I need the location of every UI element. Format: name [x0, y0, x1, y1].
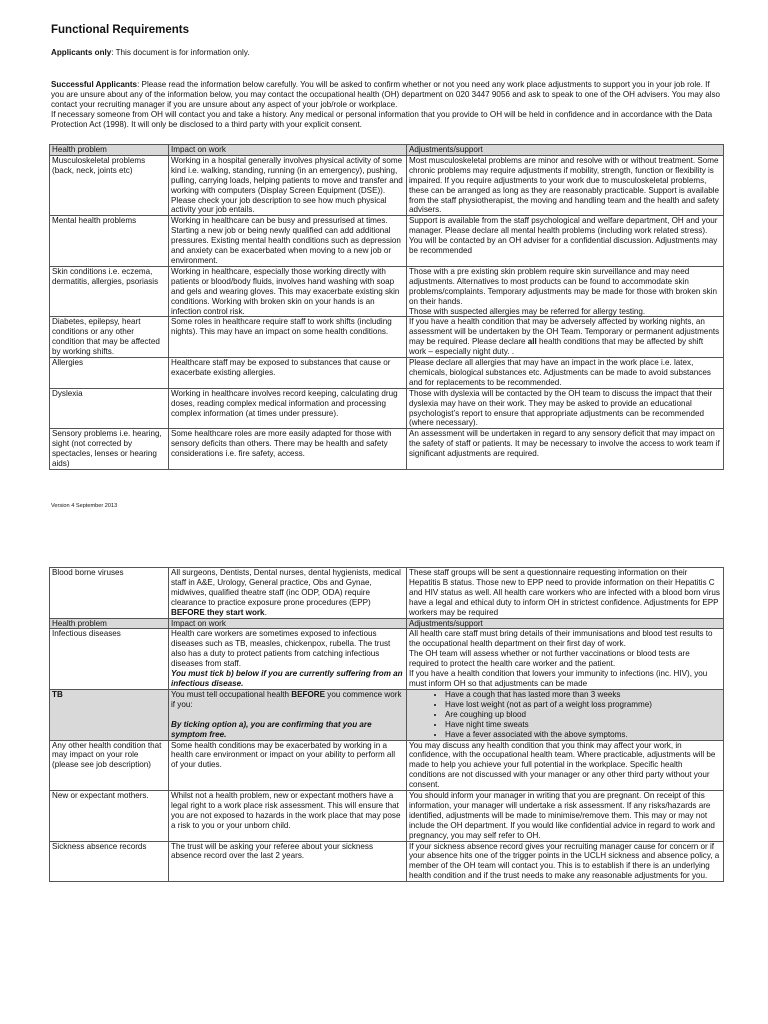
successful-label: Successful Applicants — [51, 80, 138, 89]
support-cell: Support is available from the staff psychological and welfare department, OH and your manager. Please declare all mental health problems (including work related stress). You will be contacted by an OH adviser for a confidential discussion. Adjustments may be recommended — [407, 216, 724, 267]
table-header-row — [50, 618, 724, 629]
impact-cell: Working in a hospital generally involves physical activity of some kind i.e. walking, standing, running (in an emergency), pushing, pulling, carrying loads, helping patients to move and transfer and working with computers (Display Screen Equipment (DSE)). Please check your job description to see how much physical activity your job entails. — [169, 155, 407, 215]
applicants-note — [51, 48, 723, 58]
impact-cell — [169, 629, 407, 689]
impact-text-2: you commence work if you: — [171, 689, 402, 709]
impact-text: You must tell occupational health — [171, 689, 292, 699]
impact-cell: Some roles in healthcare require staff to work shifts (including nights). This may have an impact on some health conditions. — [169, 317, 407, 358]
table-header-row — [50, 145, 724, 156]
requirements-table-1 — [49, 144, 724, 470]
support-cell: These staff groups will be sent a questionnaire requesting information on their Hepatitis B status. Those new to EPP need to provide information on their Hepatitis C and HIV status as well. All health care workers who are infected with a blood born virus have a legal and ethical duty to inform OH in strictest confidence. Adjustments for EPP workers may be required — [407, 568, 724, 619]
impact-text-2: . — [264, 607, 267, 617]
problem-cell: Musculoskeletal problems (back, neck, joints etc) — [50, 155, 169, 215]
support-cell — [407, 629, 724, 689]
list-item: • Are coughing up blood — [445, 710, 721, 720]
applicants-label: Applicants only — [51, 48, 112, 57]
problem-cell: Blood borne viruses — [50, 568, 169, 619]
impact-cell: Working in healthcare can be busy and pressurised at times. Starting a new job or being newly qualified can add additional pressures. Existing mental health conditions such as depression and anxiety can be exacerbated when moving to a new job or environment. — [169, 216, 407, 267]
table-row — [50, 266, 724, 317]
support-text: Those with a pre existing skin problem require skin surveillance and may need adjustments. Alternatives to most products can be found to accommodate skin problems/complaints. Temporary adjustments may be made for those with broken skin on their hands. — [409, 266, 718, 306]
table-row — [50, 155, 724, 215]
support-cell: You should inform your manager in writing that you are pregnant. On receipt of this information, your manager will undertake a risk assessment. If any risks/hazards are identified, adjustments will be made to minimise/remove them. This may or may not include the OH department. If you would like confidential advice in regard to work and pregnancy, you may self refer to OH. — [407, 791, 724, 842]
impact-cell: Healthcare staff may be exposed to substances that cause or exacerbate existing allergies. — [169, 358, 407, 389]
problem-cell: Mental health problems — [50, 216, 169, 267]
header-impact-on-work: Impact on work — [169, 145, 407, 156]
successful-applicants-note — [51, 80, 723, 130]
support-text: If you have a health condition that may be adversely affected by working nights, an assessment will be undertaken by the OH Team. Temporary or permanent adjustments may be required. Please declare — [409, 317, 720, 347]
impact-cell: Some health conditions may be exacerbated by working in a health care environment or impact on your ability to perform all of your duties. — [169, 740, 407, 791]
problem-cell — [50, 689, 169, 740]
list-item: • Have a cough that has lasted more than 3 weeks — [445, 690, 721, 700]
table-row-infectious-diseases — [50, 629, 724, 689]
problem-cell: Infectious diseases — [50, 629, 169, 689]
problem-cell: Diabetes, epilepsy, heart conditions or any other condition that may be affected by working shifts. — [50, 317, 169, 358]
table-row-tb — [50, 689, 724, 740]
support-emphasis: all — [527, 337, 537, 347]
header-health-problem: Health problem — [50, 145, 169, 156]
table-row — [50, 388, 724, 429]
problem-label: TB — [52, 689, 63, 699]
header-adjustments-support: Adjustments/support — [407, 145, 724, 156]
problem-cell: Sensory problems i.e. hearing, sight (not corrected by spectacles, lenses or hearing aids) — [50, 429, 169, 470]
table-row-other-health-condition — [50, 740, 724, 791]
requirements-table-2 — [49, 567, 724, 882]
support-cell: If your sickness absence record gives your recruiting manager cause for concern or if your absence hits one of the trigger points in the UCLH sickness and absence policy, a member of the OH team will contact you. This is to establish if there is an underlying health condition and if the trust needs to make any reasonable adjustments for you. — [407, 841, 724, 882]
support-text-2: health conditions that may be affected by shift work – especially night duty. . — [409, 337, 704, 357]
list-item: • Have lost weight (not as part of a weight loss programme) — [445, 700, 721, 710]
support-text: All health care staff must bring details of their immunisations and blood test results to the occupational health department on their first day of work. — [409, 629, 713, 649]
impact-text: Health care workers are sometimes exposed to infectious diseases such as TB, measles, chickenpox, rubella. The trust also has a duty to protect patients from catching infectious diseases from staff. — [171, 629, 391, 669]
problem-cell: Sickness absence records — [50, 841, 169, 882]
impact-cell: Working in healthcare involves record keeping, calculating drug doses, reading complex medical information and processing complex information (at times under pressure). — [169, 388, 407, 429]
support-cell: Please declare all allergies that may have an impact in the work place i.e. latex, chemicals, biological substances etc. Adjustments can be made to avoid substances and for replacements to be recommended. — [407, 358, 724, 389]
impact-cell: Working in healthcare, especially those working directly with patients or blood/body fluids, involves hand washing with soap and gels and wearing gloves. This may exacerbate existing skin conditions. Working with broken skin on your hands is an infection control risk. — [169, 266, 407, 317]
impact-cell — [169, 568, 407, 619]
support-cell: Those with dyslexia will be contacted by the OH team to discuss the impact that their dyslexia may have on their work. They may be asked to provide an educational psychologist’s report to ensure that appropriate adjustments can be recommended (where necessary). — [407, 388, 724, 429]
support-cell — [407, 266, 724, 317]
support-text-2: Those with suspected allergies may be referred for allergy testing. — [409, 306, 646, 316]
impact-cell — [169, 689, 407, 740]
table-row — [50, 358, 724, 389]
problem-cell: Allergies — [50, 358, 169, 389]
table-row-sickness-absence — [50, 841, 724, 882]
support-text-3: If you have a health condition that lowers your immunity to infections (inc. HIV), you must inform OH so that adjustments can be made — [409, 669, 708, 688]
list-item: • Have night time sweats — [445, 720, 721, 730]
support-cell — [407, 317, 724, 358]
impact-cell: The trust will be asking your referee about your sickness absence record over the last 2 years. — [169, 841, 407, 882]
support-text-2: The OH team will assess whether or not further vaccinations or blood tests are required to protect the health care worker and the patient. — [409, 649, 690, 669]
impact-cell: Whilst not a health problem, new or expectant mothers have a legal right to a work place risk assessment. This will ensure that you are not exposed to hazards in the work place that may pose a risk to you or your unborn child. — [169, 791, 407, 842]
list-item: • Have a fever associated with the above symptoms. — [445, 730, 721, 740]
problem-cell: Any other health condition that may impact on your role (please see job description) — [50, 740, 169, 791]
header-impact-on-work: Impact on work — [169, 618, 407, 629]
impact-emphasis: BEFORE they start work — [171, 607, 265, 617]
impact-cell: Some healthcare roles are more easily adapted for those with sensory deficits than others. There may be health and safety considerations i.e. fire safety, access. — [169, 429, 407, 470]
header-health-problem: Health problem — [50, 618, 169, 629]
consent-text: If necessary someone from OH will contact you and take a history. Any medical or personal information that you provide to OH will be held in confidence and in accordance with the Data Protection Act (1998). It will only be disclosed to a third party with your explicit consent. — [51, 109, 713, 129]
table-row-blood-borne-viruses — [50, 568, 724, 619]
table-row — [50, 317, 724, 358]
problem-cell: Dyslexia — [50, 388, 169, 429]
support-cell: An assessment will be undertaken in regard to any sensory deficit that may impact on the safety of staff or patients. It may be necessary to involve the access to work team if significant adjustments are required. — [407, 429, 724, 470]
impact-emphasis: BEFORE — [291, 689, 326, 699]
successful-text: : Please read the information below carefully. You will be asked to confirm whether or not you need any work place adjustments to support you in your job role. If you are unsure about any of the information below, you may contact the occupational health (OH) department on 020 3447 9056 and ask to speak to one of the OH advisers. You may also contact your recruiting manager if you are unsure about any aspect of your job/role or workplace. — [51, 80, 721, 109]
table-row — [50, 429, 724, 470]
impact-text: All surgeons, Dentists, Dental nurses, dental hygienists, medical staff in A&E, Urology, General practice, Obs and Gynae, midwives, qualified theatre staff (inc ODP, ODA) require clearance to practice exposure prone procedures (EPP) — [171, 568, 401, 607]
support-cell: Most musculoskeletal problems are minor and resolve with or without treatment. Some chronic problems may require adjustments if mobility, strength, function or flexibility is impaired. If you require adjustments to your work due to musculoskeletal problems, these can be arranged as long as they are reasonably practicable. Support is available from the staff physiotherapist, the moving and handling team and the health and safety advisers. — [407, 155, 724, 215]
version-footer: Version 4 September 2013 — [51, 503, 118, 509]
support-cell: You may discuss any health condition that you think may affect your work, in confidence, with the occupational health team. Where practicable, adjustments will be made to help you achieve your full potential in the workplace. Specific health conditions are not discussed with your manager or any other third party without your consent. — [407, 740, 724, 791]
problem-cell: New or expectant mothers. — [50, 791, 169, 842]
problem-cell: Skin conditions i.e. eczema, dermatitis, allergies, psoriasis — [50, 266, 169, 317]
tb-symptom-list — [409, 690, 721, 740]
header-adjustments-support: Adjustments/support — [407, 618, 724, 629]
table-row — [50, 216, 724, 267]
impact-instruction: By ticking option a), you are confirming that you are symptom free. — [171, 719, 372, 739]
applicants-text: : This document is for information only. — [111, 48, 250, 57]
table-row-expectant-mothers — [50, 791, 724, 842]
page-title: Functional Requirements — [51, 24, 190, 36]
support-cell — [407, 689, 724, 740]
impact-instruction: You must tick b) below if you are currently suffering from an infectious disease. — [171, 669, 403, 688]
